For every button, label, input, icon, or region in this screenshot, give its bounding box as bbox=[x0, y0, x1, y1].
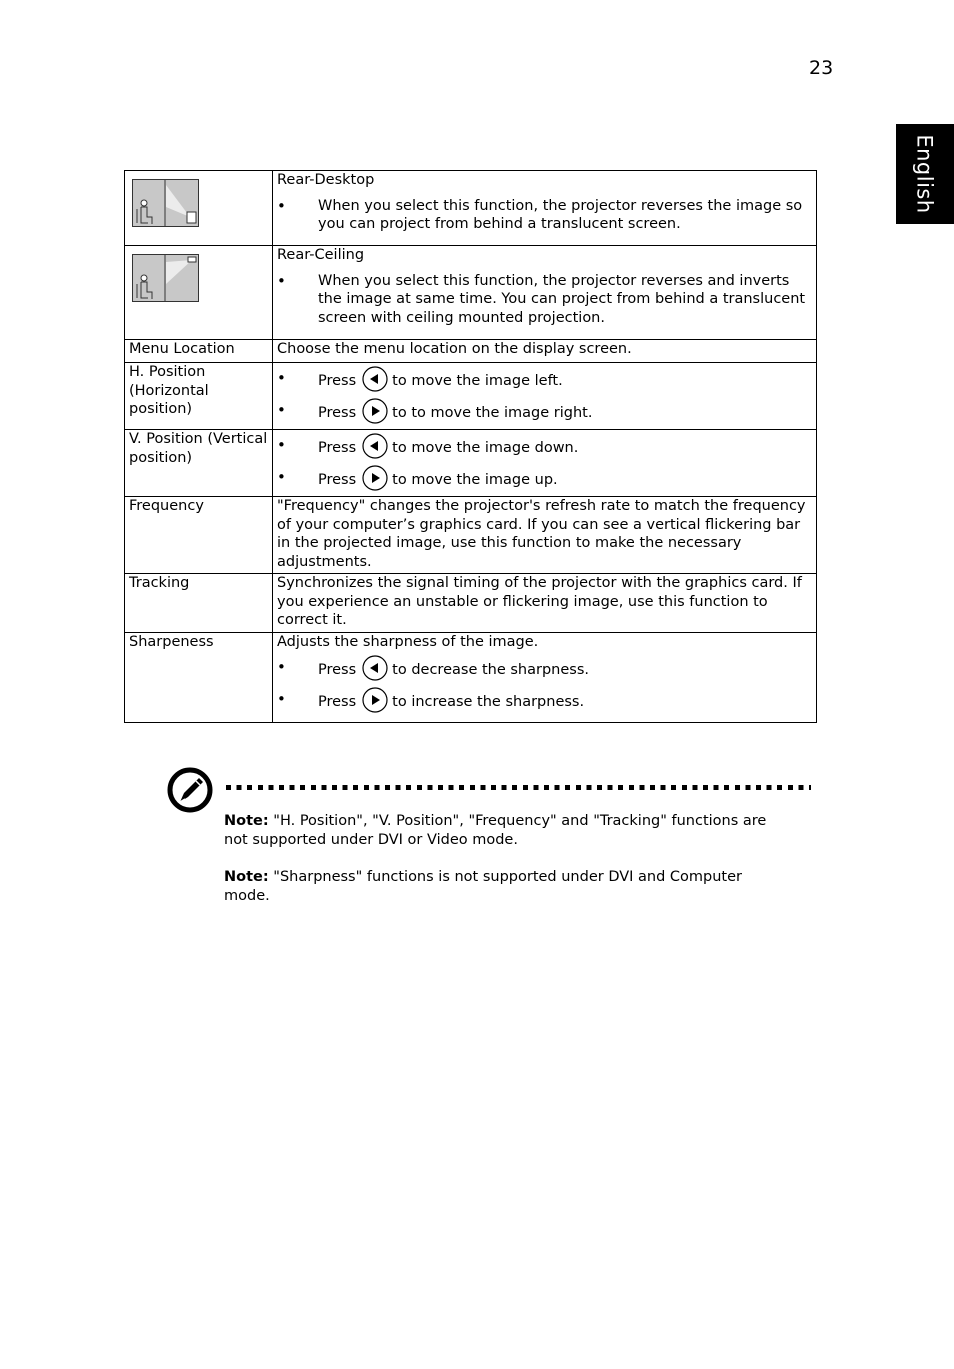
v-position-down-text: to move the image down. bbox=[392, 440, 579, 456]
left-arrow-button-icon bbox=[362, 433, 388, 459]
note-label: Note: bbox=[224, 813, 269, 829]
language-tab bbox=[896, 124, 954, 224]
sharpeness-decrease-bullet bbox=[277, 656, 812, 684]
h-position-label: H. Position (Horizontal position) bbox=[125, 363, 273, 430]
v-position-label: V. Position (Vertical position) bbox=[125, 430, 273, 497]
press-label: Press bbox=[318, 405, 357, 421]
sharpeness-description bbox=[273, 633, 817, 723]
sharpeness-decrease-text: to decrease the sharpness. bbox=[392, 661, 589, 678]
table-row bbox=[125, 497, 817, 574]
rear-ceiling-bullet: • When you select this function, the projector reverses and inverts the image at same time. You can project from behind a translucent screen with ceiling mounted projection. bbox=[277, 272, 812, 328]
rear-ceiling-description bbox=[273, 246, 817, 340]
right-arrow-button-icon bbox=[362, 465, 388, 491]
v-position-up-text: to move the image up. bbox=[392, 472, 558, 488]
note-2 bbox=[224, 868, 784, 905]
rear-desktop-diagram-icon bbox=[132, 179, 199, 227]
note-dotted-divider bbox=[226, 785, 811, 790]
h-position-right-text: to to move the image right. bbox=[392, 405, 593, 421]
note-1 bbox=[224, 812, 784, 849]
right-arrow-button-icon bbox=[362, 398, 388, 424]
note-text: "H. Position", "V. Position", "Frequency" and "Tracking" functions are not supported under DVI or Video mode. bbox=[224, 813, 767, 848]
left-arrow-button-icon bbox=[362, 366, 388, 392]
page-number: 23 bbox=[809, 57, 834, 79]
rear-ceiling-diagram-cell bbox=[125, 246, 273, 340]
v-position-down-bullet bbox=[277, 434, 812, 462]
h-position-left-bullet bbox=[277, 367, 812, 395]
table-row bbox=[125, 633, 817, 723]
sharpeness-increase-text: to increase the sharpness. bbox=[392, 693, 585, 710]
v-position-description bbox=[273, 430, 817, 497]
tracking-text: Synchronizes the signal timing of the projector with the graphics card. If you experience an unstable or flickering image, use this function to correct it. bbox=[273, 574, 817, 633]
left-arrow-button-icon bbox=[362, 655, 388, 681]
language-tab-label: English bbox=[913, 134, 938, 214]
sharpeness-text: Adjusts the sharpness of the image. bbox=[277, 634, 539, 650]
rear-desktop-title: Rear-Desktop bbox=[277, 172, 375, 188]
h-position-description bbox=[273, 363, 817, 430]
rear-desktop-bullet: • When you select this function, the projector reverses the image so you can project from behind a translucent screen. bbox=[277, 197, 812, 234]
sharpeness-label: Sharpeness bbox=[125, 633, 273, 723]
rear-ceiling-title: Rear-Ceiling bbox=[277, 247, 365, 263]
frequency-text: "Frequency" changes the projector's refresh rate to match the frequency of your computer’s graphics card. If you can see a vertical flickering bar in the projected image, use this function to make the necessary adjustments. bbox=[273, 497, 817, 574]
note-pen-icon bbox=[166, 766, 214, 814]
tracking-label: Tracking bbox=[125, 574, 273, 633]
rear-ceiling-diagram-icon bbox=[132, 254, 199, 302]
v-position-up-bullet bbox=[277, 466, 812, 494]
press-label: Press bbox=[318, 661, 357, 678]
table-row bbox=[125, 430, 817, 497]
menu-location-text: Choose the menu location on the display screen. bbox=[273, 340, 817, 363]
press-label: Press bbox=[318, 693, 357, 710]
table-row bbox=[125, 574, 817, 633]
press-label: Press bbox=[318, 373, 357, 389]
note-label: Note: bbox=[224, 869, 269, 885]
table-row bbox=[125, 340, 817, 363]
h-position-right-bullet bbox=[277, 399, 812, 427]
press-label: Press bbox=[318, 472, 357, 488]
press-label: Press bbox=[318, 440, 357, 456]
sharpeness-increase-bullet bbox=[277, 688, 812, 716]
right-arrow-button-icon bbox=[362, 687, 388, 713]
frequency-label: Frequency bbox=[125, 497, 273, 574]
rear-desktop-diagram-cell bbox=[125, 171, 273, 246]
menu-location-label: Menu Location bbox=[125, 340, 273, 363]
rear-desktop-description bbox=[273, 171, 817, 246]
table-row bbox=[125, 363, 817, 430]
settings-table bbox=[124, 170, 817, 723]
note-text: "Sharpness" functions is not supported under DVI and Computer mode. bbox=[224, 869, 743, 904]
h-position-left-text: to move the image left. bbox=[392, 373, 563, 389]
table-row bbox=[125, 246, 817, 340]
table-row bbox=[125, 171, 817, 246]
